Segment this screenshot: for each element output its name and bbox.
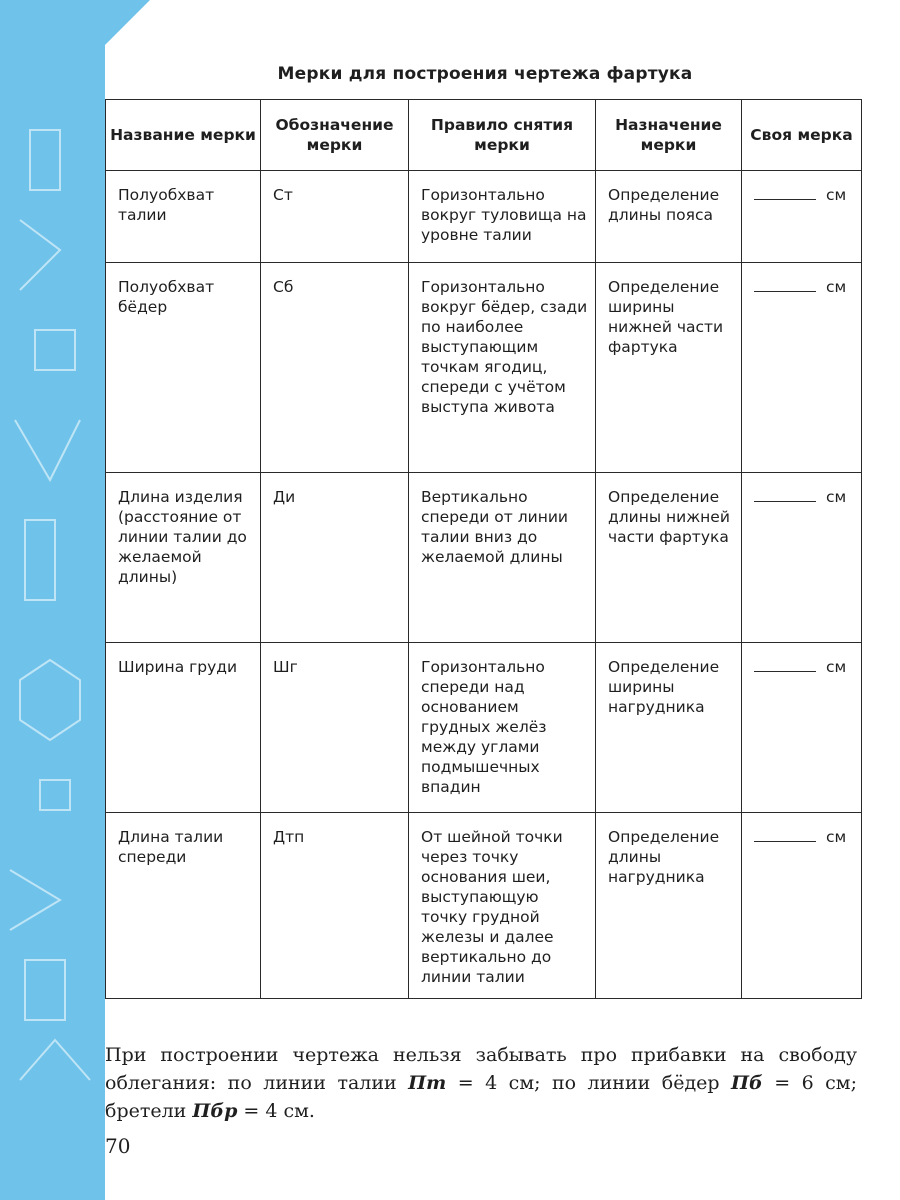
measure-code: Шг [261, 643, 409, 813]
table-row [106, 171, 862, 263]
own-measure-field[interactable] [742, 171, 862, 263]
own-measure-field[interactable] [742, 813, 862, 999]
header-code: Обозначение мерки [261, 100, 409, 171]
unit-label: см [826, 186, 847, 204]
pb-label: Пб [731, 1072, 763, 1094]
measure-code: Дтп [261, 813, 409, 999]
table-row [106, 643, 862, 813]
pt-value: = 4 см; по линии бёдер [457, 1072, 720, 1094]
decorative-side-band [0, 0, 105, 1200]
own-measure-field[interactable] [742, 473, 862, 643]
blank-line [754, 199, 816, 200]
unit-label: см [826, 658, 847, 676]
document-page [105, 0, 900, 1200]
measure-name: Полуобхват талии [106, 171, 261, 263]
measure-name: Ширина груди [106, 643, 261, 813]
unit-label: см [826, 828, 847, 846]
unit-label: см [826, 488, 847, 506]
blank-line [754, 291, 816, 292]
measure-rule: Горизонтально вокруг бёдер, сзади по наиболее выступающим точкам ягодиц, спереди с учётом выступа живота [409, 263, 596, 473]
measure-purpose: Определение длины пояса [596, 171, 742, 263]
header-rule: Правило снятия мерки [409, 100, 596, 171]
page-title: Мерки для построения чертежа фартука [277, 64, 693, 84]
measure-rule: Вертикально спереди от линии талии вниз до желаемой длины [409, 473, 596, 643]
own-measure-field[interactable] [742, 643, 862, 813]
page-number: 70 [105, 1134, 131, 1158]
measures-table [105, 99, 862, 999]
measure-purpose: Определение длины нагрудника [596, 813, 742, 999]
table-row [106, 813, 862, 999]
measure-rule: От шейной точки через точку основания шеи, выступающую точку грудной железы и далее вертикально до линии талии [409, 813, 596, 999]
blank-line [754, 671, 816, 672]
measure-rule: Горизонтально спереди над основанием грудных желёз между углами подмышечных впадин [409, 643, 596, 813]
measure-name: Длина изделия (расстояние от линии талии до желаемой длины) [106, 473, 261, 643]
pbr-value: = 4 см. [243, 1100, 315, 1122]
pbr-label: Пбр [192, 1100, 238, 1122]
header-name: Название мерки [106, 100, 261, 171]
table-row [106, 473, 862, 643]
header-own-measure: Своя мерка [742, 100, 862, 171]
measure-name: Длина талии спереди [106, 813, 261, 999]
own-measure-field[interactable] [742, 263, 862, 473]
measure-code: Ст [261, 171, 409, 263]
pb-value: = 6 см; бретели [105, 1072, 857, 1122]
decorative-pattern [0, 0, 105, 1200]
measure-code: Ди [261, 473, 409, 643]
blank-line [754, 501, 816, 502]
measure-name: Полуобхват бёдер [106, 263, 261, 473]
measure-rule: Горизонтально вокруг туловища на уровне талии [409, 171, 596, 263]
measure-purpose: Определение ширины нагрудника [596, 643, 742, 813]
table-header-row [106, 100, 862, 171]
table-row [106, 263, 862, 473]
header-purpose: Назначение мерки [596, 100, 742, 171]
allowance-note [105, 1041, 857, 1125]
unit-label: см [826, 278, 847, 296]
measure-purpose: Определение ширины нижней части фартука [596, 263, 742, 473]
measure-code: Сб [261, 263, 409, 473]
pt-label: Пт [408, 1072, 447, 1094]
note-intro: При построении чертежа нельзя забывать про прибавки на свободу облегания: по линии талии [105, 1044, 857, 1094]
blank-line [754, 841, 816, 842]
measure-purpose: Определение длины нижней части фартука [596, 473, 742, 643]
